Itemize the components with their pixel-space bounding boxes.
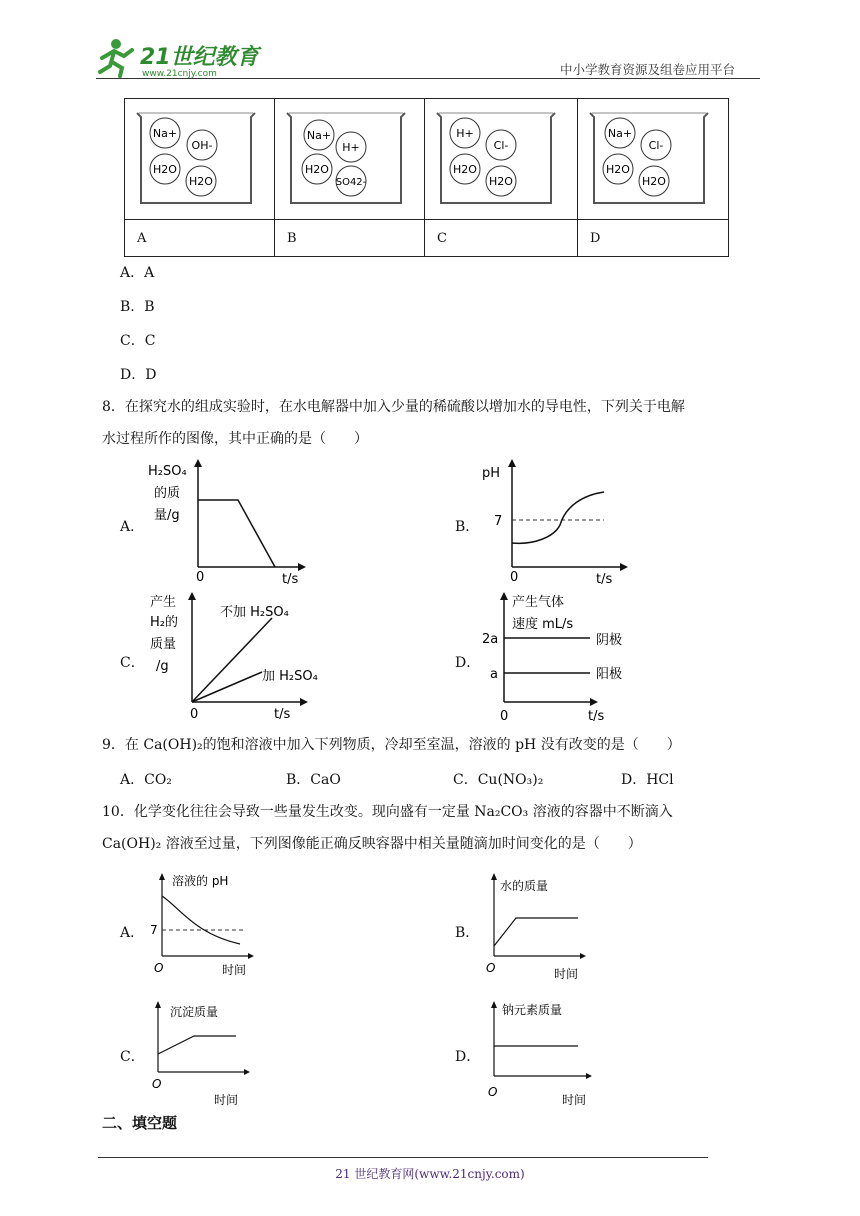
- q7-option-a[interactable]: A．A: [120, 265, 155, 281]
- svg-text:速度 mL/s: 速度 mL/s: [512, 617, 574, 632]
- q9-option-b[interactable]: B．CaO: [286, 772, 341, 788]
- svg-text:溶液的 pH: 溶液的 pH: [172, 874, 229, 888]
- svg-text:7: 7: [150, 923, 158, 937]
- svg-text:0: 0: [500, 709, 509, 724]
- q10-graph-c: [140, 996, 270, 1108]
- svg-text:H2O: H2O: [642, 175, 666, 188]
- svg-text:Na+: Na+: [152, 127, 178, 140]
- q10-graph-b: [476, 868, 606, 980]
- svg-text:时间: 时间: [214, 1093, 239, 1107]
- svg-text:0: 0: [190, 707, 199, 722]
- q8-graph-b: [474, 455, 654, 585]
- svg-text:阴极: 阴极: [596, 633, 623, 648]
- svg-text:H+: H+: [342, 141, 360, 154]
- svg-text:Na+: Na+: [607, 127, 633, 140]
- svg-text:/g: /g: [156, 659, 169, 674]
- beaker-table: [124, 98, 729, 257]
- svg-text:O: O: [486, 961, 496, 975]
- beaker-cell-c: [425, 99, 578, 220]
- svg-text:钠元素质量: 钠元素质量: [502, 1003, 563, 1017]
- q7-option-d[interactable]: D．D: [120, 367, 157, 383]
- q10-option-d[interactable]: D．: [455, 1049, 481, 1065]
- logo-text: 21世纪教育: [140, 45, 259, 70]
- svg-text:产生: 产生: [150, 595, 177, 610]
- svg-text:H2O: H2O: [606, 163, 630, 176]
- svg-text:pH: pH: [482, 466, 501, 481]
- svg-text:Cl-: Cl-: [648, 139, 664, 152]
- q10-stem-line2: Ca(OH)₂ 溶液至过量，下列图像能正确反映容器中相关量随滴加时间变化的是（ ）: [102, 836, 642, 852]
- svg-text:O: O: [488, 1085, 498, 1099]
- svg-text:H2O: H2O: [153, 163, 177, 176]
- q10-graph-d: [476, 996, 606, 1108]
- q7-option-c[interactable]: C．C: [120, 333, 156, 349]
- q8a-curve: [198, 500, 275, 567]
- svg-text:t/s: t/s: [596, 572, 613, 585]
- svg-text:时间: 时间: [222, 963, 247, 977]
- header-platform-text: 中小学教育资源及组卷应用平台: [560, 62, 736, 77]
- footer-divider: [98, 1157, 708, 1158]
- svg-text:质量: 质量: [150, 637, 177, 652]
- svg-text:不加 H₂SO₄: 不加 H₂SO₄: [220, 605, 289, 620]
- svg-text:2a: 2a: [482, 632, 499, 647]
- beaker-d-diagram: [578, 99, 728, 215]
- beaker-label-c: C: [425, 220, 578, 257]
- svg-text:加 H₂SO₄: 加 H₂SO₄: [262, 669, 318, 684]
- q9-option-c[interactable]: C．Cu(NO₃)₂: [453, 772, 544, 788]
- q8-option-b[interactable]: B．: [455, 519, 480, 535]
- beaker-cell-b: [275, 99, 425, 220]
- svg-text:Cl-: Cl-: [493, 139, 509, 152]
- q8-stem-line2: 水过程所作的图像，其中正确的是（ ）: [102, 431, 368, 447]
- q9-option-d[interactable]: D．HCl: [621, 772, 674, 788]
- q8c-line-with: [192, 672, 262, 702]
- q10a-curve: [162, 896, 240, 944]
- svg-text:H2O: H2O: [305, 163, 329, 176]
- svg-text:OH-: OH-: [191, 139, 213, 152]
- q10-graph-a: [140, 868, 270, 980]
- svg-text:SO42-: SO42-: [335, 177, 367, 188]
- svg-text:7: 7: [494, 514, 503, 529]
- q10-stem-line1: 10．化学变化往往会导致一些量发生改变。现向盛有一定量 Na₂CO₃ 溶液的容器中不断滴入: [102, 804, 673, 820]
- svg-text:Na+: Na+: [306, 129, 332, 142]
- q10-option-a[interactable]: A．: [120, 925, 145, 941]
- q8-stem-line1: 8．在探究水的组成实验时，在水电解器中加入少量的稀硫酸以增加水的导电性，下列关于电解: [102, 399, 685, 415]
- beaker-cell-a: [125, 99, 275, 220]
- svg-text:t/s: t/s: [588, 709, 605, 724]
- footer-text[interactable]: 21 世纪教育网(www.21cnjy.com): [335, 1167, 525, 1181]
- q10-option-b[interactable]: B．: [455, 925, 480, 941]
- svg-text:H+: H+: [456, 127, 474, 140]
- svg-text:的质: 的质: [154, 486, 181, 501]
- site-logo: [94, 36, 264, 80]
- svg-text:0: 0: [196, 570, 205, 585]
- q10-option-c[interactable]: C．: [120, 1049, 145, 1065]
- svg-text:a: a: [490, 667, 498, 682]
- svg-text:O: O: [154, 961, 164, 975]
- beaker-cell-d: [578, 99, 729, 220]
- beaker-b-diagram: [275, 99, 424, 215]
- svg-text:t/s: t/s: [282, 572, 299, 585]
- svg-text:阳极: 阳极: [596, 667, 623, 682]
- q10c-curve: [158, 1036, 236, 1054]
- beaker-label-b: B: [275, 220, 425, 257]
- q8b-curve: [512, 492, 604, 543]
- section-heading: 二、填空题: [102, 1114, 178, 1132]
- runner-icon: [100, 39, 132, 76]
- q7-option-b[interactable]: B．B: [120, 299, 155, 315]
- svg-text:产生气体: 产生气体: [512, 595, 565, 610]
- svg-text:H₂的: H₂的: [150, 615, 178, 630]
- svg-text:量/g: 量/g: [154, 508, 180, 523]
- header-divider: [96, 78, 760, 79]
- svg-text:沉淀质量: 沉淀质量: [170, 1005, 219, 1019]
- beaker-label-d: D: [578, 220, 729, 257]
- svg-text:H2O: H2O: [489, 175, 513, 188]
- q8-option-a[interactable]: A．: [120, 519, 145, 535]
- q10b-curve: [494, 918, 578, 946]
- q8c-line-without: [192, 618, 272, 702]
- beaker-a-diagram: [125, 99, 274, 215]
- q8-option-d[interactable]: D．: [455, 655, 481, 671]
- svg-text:t/s: t/s: [274, 707, 291, 722]
- svg-text:H2O: H2O: [453, 163, 477, 176]
- beaker-label-a: A: [125, 220, 275, 257]
- svg-text:H₂SO₄: H₂SO₄: [148, 464, 187, 479]
- q8-graph-a: [140, 455, 320, 585]
- q8-option-c[interactable]: C．: [120, 655, 145, 671]
- svg-text:时间: 时间: [554, 967, 579, 980]
- q8-graph-c: [140, 590, 340, 726]
- svg-text:H2O: H2O: [189, 175, 213, 188]
- svg-text:0: 0: [510, 570, 519, 585]
- svg-text:水的质量: 水的质量: [500, 879, 549, 893]
- svg-text:时间: 时间: [562, 1093, 587, 1107]
- svg-text:O: O: [152, 1077, 162, 1091]
- q9-stem: 9．在 Ca(OH)₂的饱和溶液中加入下列物质，冷却至室温，溶液的 pH 没有改变的是（ ）: [102, 737, 681, 753]
- q8-graph-d: [474, 590, 674, 726]
- logo-url: www.21cnjy.com: [142, 69, 217, 79]
- q9-option-a[interactable]: A．CO₂: [120, 772, 172, 788]
- beaker-c-diagram: [425, 99, 577, 215]
